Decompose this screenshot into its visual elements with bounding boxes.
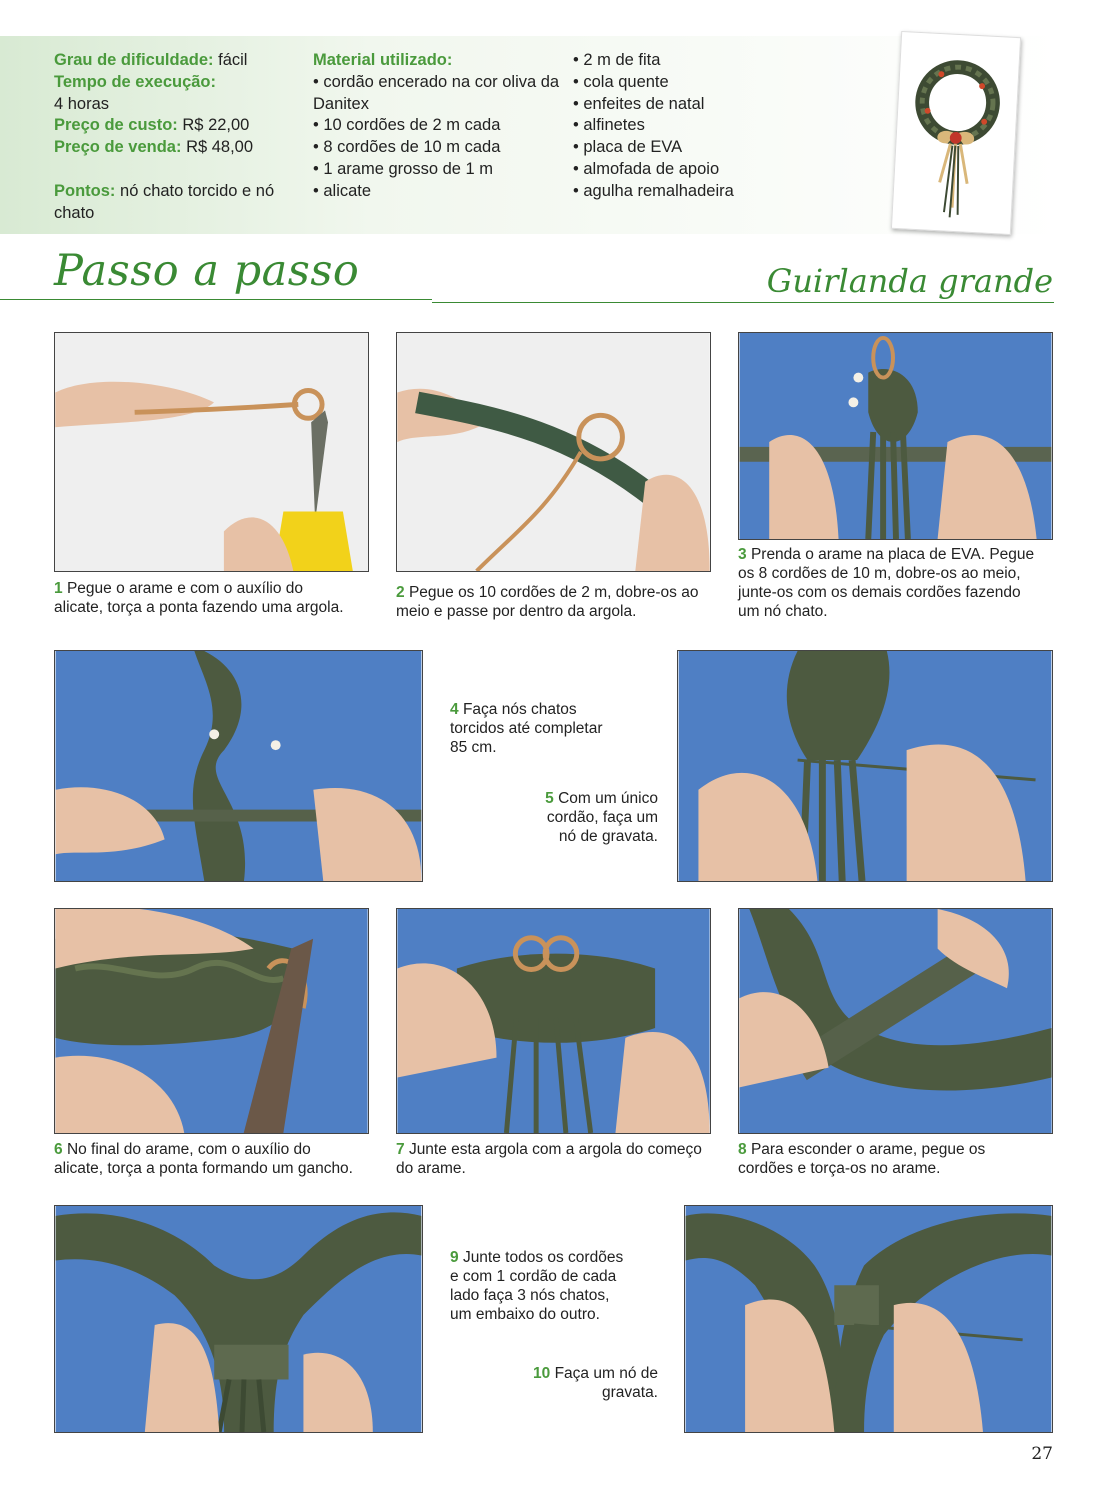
material-item: • alicate [313, 181, 372, 200]
project-title: Guirlanda grande [766, 262, 1053, 300]
step-10-caption [530, 1364, 658, 1402]
step-text: Com um único cordão, faça um nó de gravata. [546, 790, 658, 845]
step-number: 7 [396, 1141, 405, 1158]
step-4-caption [450, 700, 610, 757]
material-item: • agulha remalhadeira [573, 181, 734, 200]
difficulty-label: Grau de dificuldade: [54, 51, 214, 69]
cost-value: R$ 22,00 [182, 116, 250, 135]
stitches-value: nó chato torcido e nó chato [54, 181, 275, 222]
sale-label: Preço de venda: [54, 138, 182, 157]
step-text: Pegue os 10 cordões de 2 m, dobre-os ao meio e passe por dentro da argola. [396, 584, 699, 620]
step-8-photo [738, 908, 1053, 1134]
material-item: • 10 cordões de 2 m cada [313, 116, 501, 135]
material-item: • cordão encerado na cor oliva da Danitex [313, 72, 560, 113]
material-item: • placa de EVA [573, 138, 683, 157]
step-text: Pegue o arame e com o auxílio do alicate, torça a ponta fazendo uma argola. [54, 580, 344, 616]
step-number: 10 [533, 1365, 551, 1382]
step-2-photo [396, 332, 711, 572]
step-text: Prenda o arame na placa de EVA. Pegue os 8 cordões de 10 m, dobre-os ao meio, junte-os com os demais cordões fazendo um nó chato. [738, 546, 1035, 620]
step-6-caption [54, 1140, 354, 1178]
step-number: 4 [450, 701, 459, 718]
step-3-caption [738, 545, 1038, 621]
title-rule [432, 302, 1054, 303]
step-text: Faça nós chatos torcidos até completar 85 cm. [450, 701, 603, 756]
step-10-photo [684, 1205, 1053, 1433]
material-item: • enfeites de natal [573, 94, 705, 113]
step-2-caption [396, 583, 716, 621]
step-number: 5 [545, 790, 554, 807]
step-number: 6 [54, 1141, 63, 1158]
material-item: • cola quente [573, 72, 669, 91]
step-7-photo [396, 908, 711, 1134]
step-text: No final do arame, com o auxílio do alicate, torça a ponta formando um gancho. [54, 1141, 353, 1177]
material-item: • 2 m de fita [573, 51, 661, 69]
step-6-photo [54, 908, 369, 1134]
materials-column-2 [573, 50, 823, 203]
material-item: • almofada de apoio [573, 159, 720, 178]
material-item: • alfinetes [573, 116, 645, 135]
cost-label: Preço de custo: [54, 116, 178, 135]
step-text: Junte todos os cordões e com 1 cordão de cada lado faça 3 nós chatos, um embaixo do outro. [450, 1249, 624, 1323]
materials-label: Material utilizado: [313, 51, 453, 69]
finished-wreath-photo [891, 31, 1021, 235]
step-text: Junte esta argola com a argola do começo do arame. [396, 1141, 702, 1177]
step-7-caption [396, 1140, 706, 1178]
sale-value: R$ 48,00 [186, 138, 254, 157]
time-label: Tempo de execução: [54, 72, 216, 91]
info-column [54, 50, 304, 225]
step-8-caption [738, 1140, 1038, 1178]
difficulty-value: fácil [218, 51, 248, 69]
step-1-caption [54, 579, 354, 617]
step-text: Para esconder o arame, pegue os cordões e torça-os no arame. [738, 1141, 986, 1177]
step-number: 9 [450, 1249, 459, 1266]
page-number: 27 [1031, 1444, 1053, 1464]
page-title: Passo a passo [54, 246, 360, 296]
step-number: 1 [54, 580, 63, 597]
step-4-photo [54, 650, 423, 882]
step-5-photo [677, 650, 1053, 882]
time-value: 4 horas [54, 94, 110, 113]
materials-column-1 [313, 50, 563, 203]
title-rule [0, 299, 432, 300]
step-number: 8 [738, 1141, 747, 1158]
step-number: 3 [738, 546, 747, 563]
material-item: • 1 arame grosso de 1 m [313, 159, 494, 178]
stitches-label: Pontos: [54, 181, 116, 200]
step-text: Faça um nó de gravata. [554, 1365, 658, 1401]
step-9-caption [450, 1248, 630, 1324]
step-number: 2 [396, 584, 405, 601]
step-1-photo [54, 332, 369, 572]
step-3-photo [738, 332, 1053, 540]
step-9-photo [54, 1205, 423, 1433]
material-item: • 8 cordões de 10 m cada [313, 138, 501, 157]
step-5-caption [530, 789, 658, 846]
